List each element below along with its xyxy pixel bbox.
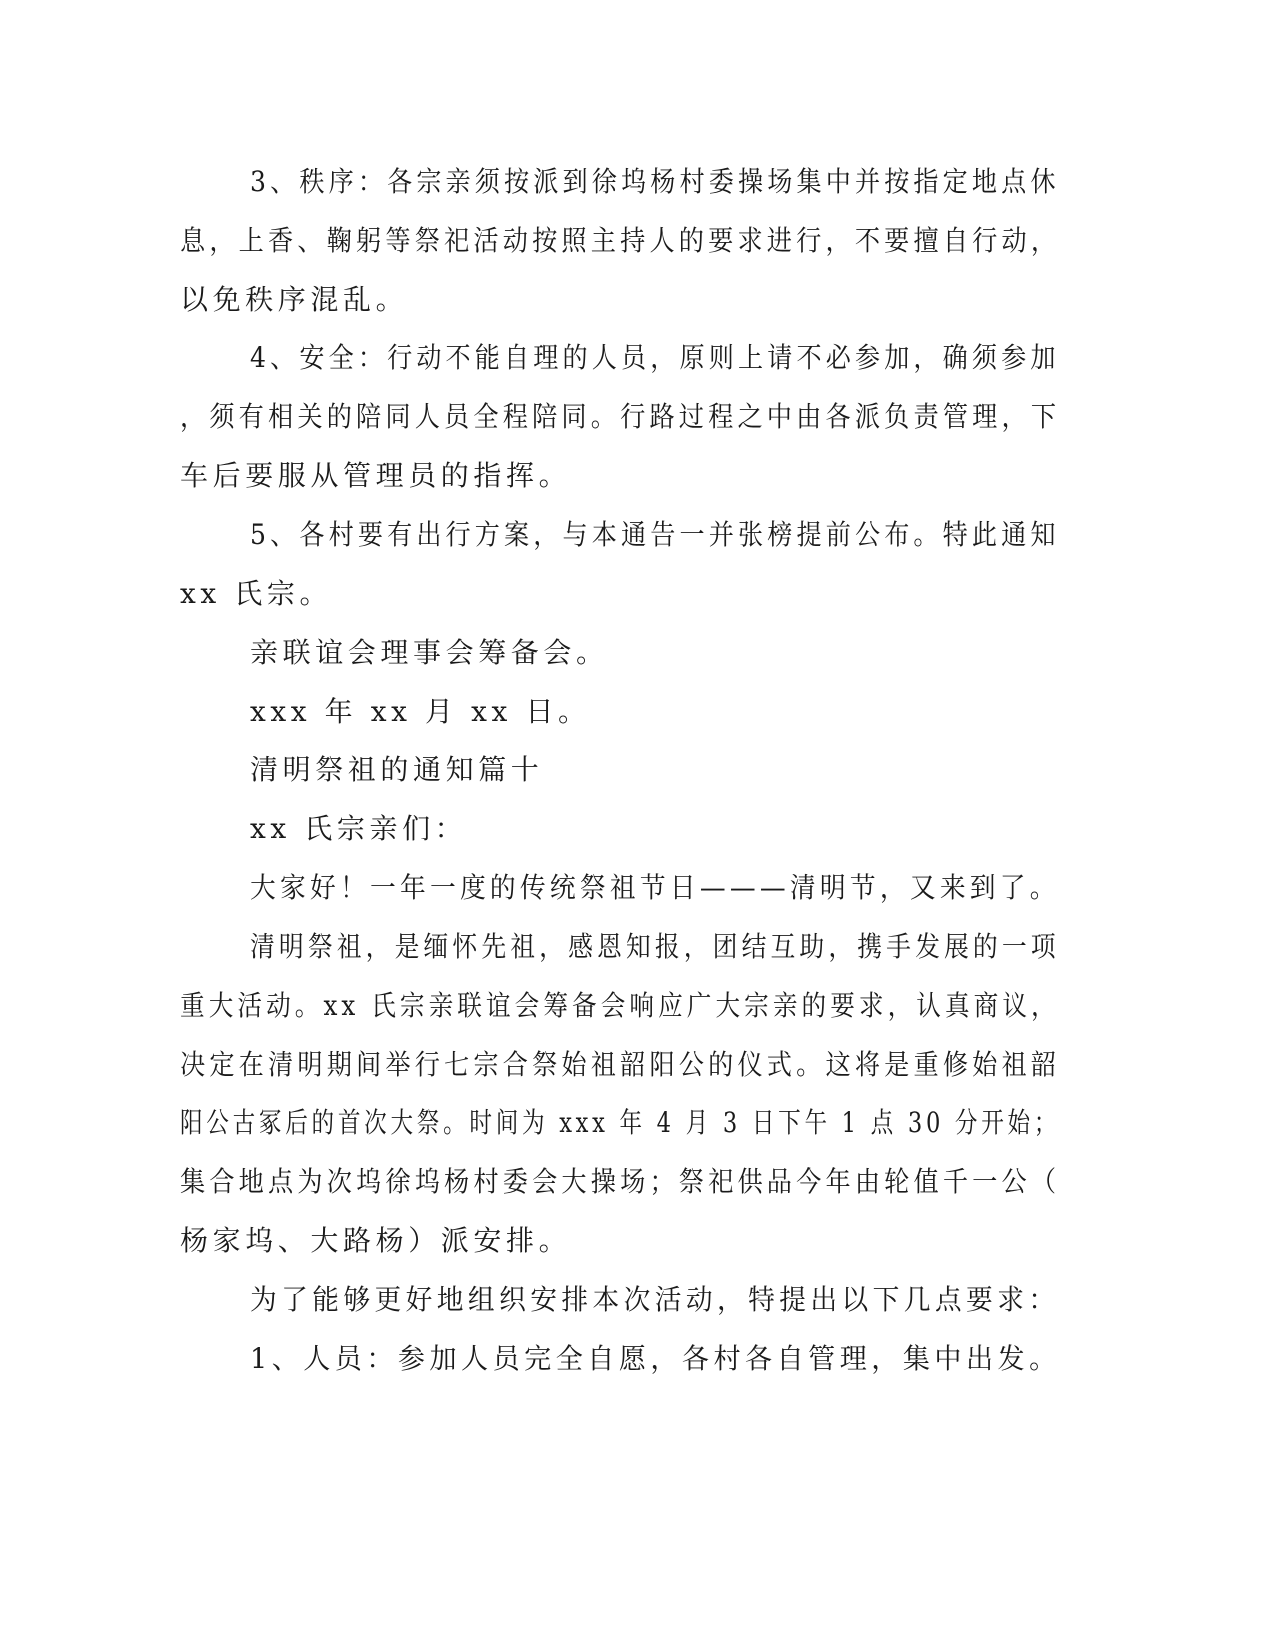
paragraph-intro-line-2: 重大活动。xx 氏宗亲联谊会筹备会响应广大宗亲的要求，认真商议， <box>180 989 1060 1022</box>
paragraph-intro-line-1: 清明祭祖，是缅怀先祖，感恩知报，团结互助，携手发展的一项 <box>250 930 1060 963</box>
paragraph-safety-line-3: 车后要服从管理员的指挥。 <box>180 459 572 492</box>
paragraph-safety-line-2: ，须有相关的陪同人员全程陪同。行路过程之中由各派负责管理，下 <box>180 400 1061 433</box>
requirement-personnel: 1、人员：参加人员完全自愿，各村各自管理，集中出发。 <box>250 1342 1061 1375</box>
paragraph-order-line-3: 以免秩序混乱。 <box>180 283 409 316</box>
section-title: 清明祭祖的通知篇十 <box>250 753 544 786</box>
paragraph-intro-line-5: 集合地点为次坞徐坞杨村委会大操场；祭祀供品今年由轮值千一公（ <box>180 1165 1061 1198</box>
salutation: xx 氏宗亲们： <box>250 812 468 845</box>
paragraph-order-line-1: 3、秩序：各宗亲须按派到徐坞杨村委操场集中并按指定地点休 <box>250 165 1060 198</box>
paragraph-order-line-2: 息，上香、鞠躬等祭祀活动按照主持人的要求进行，不要擅自行动， <box>180 224 1061 257</box>
paragraph-plan-line-1: 5、各村要有出行方案，与本通告一并张榜提前公布。特此通知 <box>250 518 1060 551</box>
paragraph-intro-line-4: 阳公古冢后的首次大祭。时间为 xxx 年 4 月 3 日下午 1 点 30 分开始； <box>180 1106 1061 1139</box>
signature-date: xxx 年 xx 月 xx 日。 <box>250 695 591 728</box>
signature-committee: 亲联谊会理事会筹备会。 <box>250 636 609 669</box>
greeting-line: 大家好！一年一度的传统祭祖节日———清明节，又来到了。 <box>250 871 1060 904</box>
paragraph-intro-line-6: 杨家坞、大路杨）派安排。 <box>180 1224 572 1257</box>
paragraph-plan-line-2: xx 氏宗。 <box>180 577 333 610</box>
paragraph-safety-line-1: 4、安全：行动不能自理的人员，原则上请不必参加，确须参加 <box>250 341 1060 374</box>
paragraph-intro-line-3: 决定在清明期间举行七宗合祭始祖韶阳公的仪式。这将是重修始祖韶 <box>180 1048 1061 1081</box>
requirements-intro: 为了能够更好地组织安排本次活动，特提出以下几点要求： <box>250 1283 1060 1316</box>
